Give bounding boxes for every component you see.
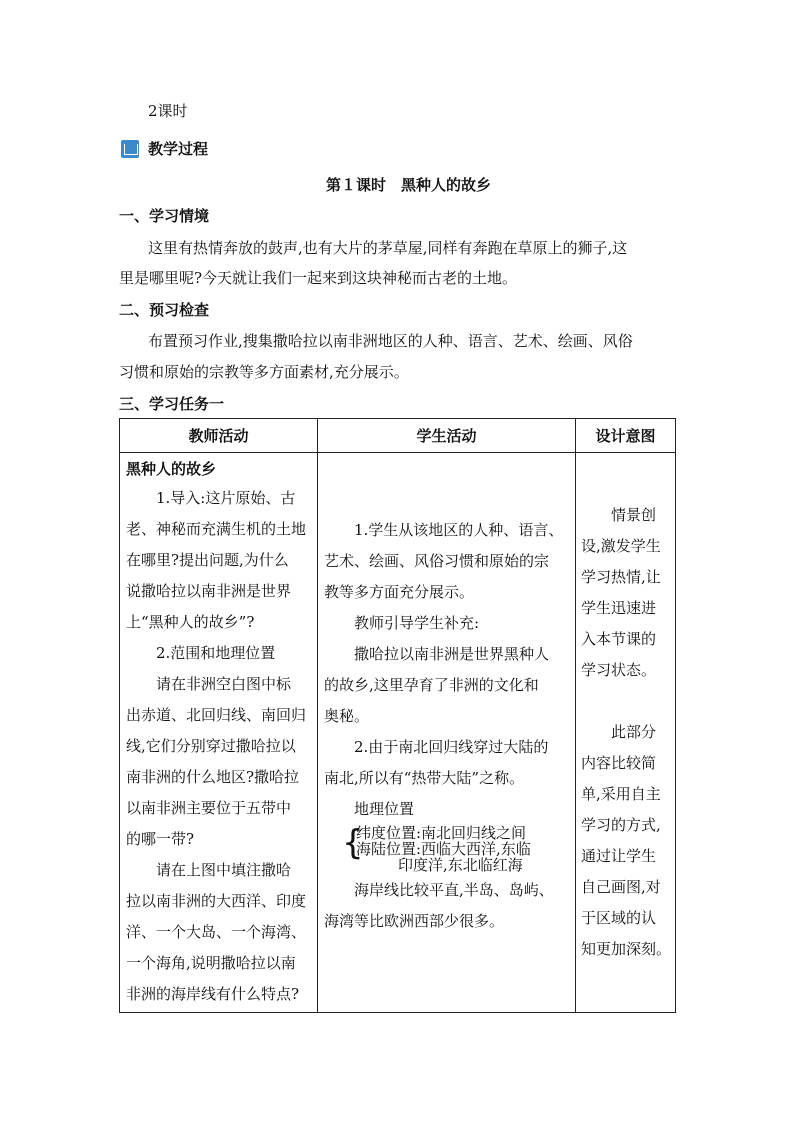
teacher-line: 说撒哈拉以南非洲是世界 [126, 582, 292, 600]
teacher-line: 老、神秘而充满生机的土地 [126, 520, 307, 538]
teacher-activity-title: 黑种人的故乡 [126, 460, 217, 478]
teacher-activity-cell [120, 453, 318, 1013]
teacher-line: 上“黑种人的故乡”? [126, 613, 255, 631]
teacher-line: 出赤道、北回归线、南回归 [126, 706, 307, 724]
student-line: 教等多方面充分展示。 [324, 583, 475, 601]
coastline-line-2: 海湾等比欧洲西部少很多。 [324, 912, 505, 930]
design-line: 单,采用自主 [581, 785, 661, 803]
header-teacher-activity: 教师活动 [120, 419, 318, 453]
teacher-line: 的哪一带? [126, 830, 195, 848]
teacher-line: 2.范围和地理位置 [156, 644, 276, 662]
student-line: 教师引导学生补充: [354, 614, 480, 632]
teacher-line: 请在上图中填注撒哈 [156, 861, 292, 879]
design-line: 自己画图,对 [581, 878, 661, 896]
teacher-line: 南非洲的什么地区?撒哈拉 [126, 768, 300, 786]
section-2-paragraph-line-1: 布置预习作业,搜集撒哈拉以南非洲地区的人种、语言、艺术、绘画、风俗 [148, 332, 633, 350]
teacher-line: 洋、一个大岛、一个海湾、 [126, 923, 307, 941]
design-intent-cell [576, 453, 676, 1013]
teacher-line: 非洲的海岸线有什么特点? [126, 985, 300, 1003]
learning-task-table [119, 418, 676, 1013]
student-line: 艺术、绘画、风俗习惯和原始的宗 [324, 552, 550, 570]
design-line: 学生迅速进 [581, 599, 657, 617]
student-activity-cell [318, 453, 576, 1013]
brace-icon: { [342, 823, 364, 863]
teacher-line: 一个海角,说明撒哈拉以南 [126, 954, 296, 972]
geo-position-group [324, 825, 569, 875]
design-line: 学习状态。 [581, 661, 657, 679]
student-line: 南北,所以有“热带大陆”之称。 [324, 769, 525, 787]
header-student-activity: 学生活动 [318, 419, 576, 453]
design-line: 于区域的认 [581, 909, 657, 927]
section-1-paragraph-line-1: 这里有热情奔放的鼓声,也有大片的茅草屋,同样有奔跑在草原上的狮子,这 [148, 239, 628, 257]
student-line: 1.学生从该地区的人种、语言、 [354, 521, 564, 539]
student-line: 的故乡,这里孕育了非洲的文化和 [324, 676, 539, 694]
design-line: 知更加深刻。 [581, 940, 672, 958]
design-line: 学习的方式, [581, 816, 661, 834]
design-line: 设,激发学生 [581, 537, 661, 555]
student-line: 撒哈拉以南非洲是世界黑种人 [354, 645, 550, 663]
section-2-title: 二、预习检查 [119, 301, 210, 319]
design-line: 入本节课的 [581, 630, 657, 648]
teacher-line: 线,它们分别穿过撒哈拉以 [126, 737, 296, 755]
student-line: 地理位置 [354, 800, 415, 818]
section-1-paragraph-line-2: 里是哪里呢?今天就让我们一起来到这块神秘而古老的土地。 [119, 269, 518, 287]
design-line: 内容比较简 [581, 754, 657, 772]
teacher-line: 请在非洲空白图中标 [156, 675, 292, 693]
teacher-line: 以南非洲主要位于五带中 [126, 799, 292, 817]
book-icon [121, 140, 139, 158]
sea-land-position-continued: 印度洋,东北临红海 [398, 856, 523, 874]
student-line: 2.由于南北回归线穿过大陆的 [354, 738, 549, 756]
coastline-line-1: 海岸线比较平直,半岛、岛屿、 [354, 881, 554, 899]
design-line: 通过让学生 [581, 847, 657, 865]
design-line: 此部分 [611, 723, 657, 741]
student-line: 奥秘。 [324, 707, 370, 725]
sea-land-position: 海陆位置:西临大西洋,东临 [356, 840, 531, 858]
section-title: 教学过程 [148, 140, 209, 158]
latitude-position: 纬度位置:南北回归线之间 [356, 824, 527, 842]
teacher-line: 拉以南非洲的大西洋、印度 [126, 892, 307, 910]
section-1-title: 一、学习情境 [119, 207, 210, 225]
teacher-line: 1.导入:这片原始、古 [156, 489, 296, 507]
teacher-line: 在哪里?提出问题,为什么 [126, 551, 289, 569]
section-3-title: 三、学习任务一 [119, 395, 225, 413]
period-note: 2课时 [148, 102, 188, 120]
section-2-paragraph-line-2: 习惯和原始的宗教等多方面素材,充分展示。 [119, 363, 409, 381]
header-design-intent: 设计意图 [576, 419, 676, 453]
lesson-title: 第１课时 黑种人的故乡 [326, 176, 492, 194]
design-line: 情景创 [611, 506, 657, 524]
design-line: 学习热情,让 [581, 568, 661, 586]
